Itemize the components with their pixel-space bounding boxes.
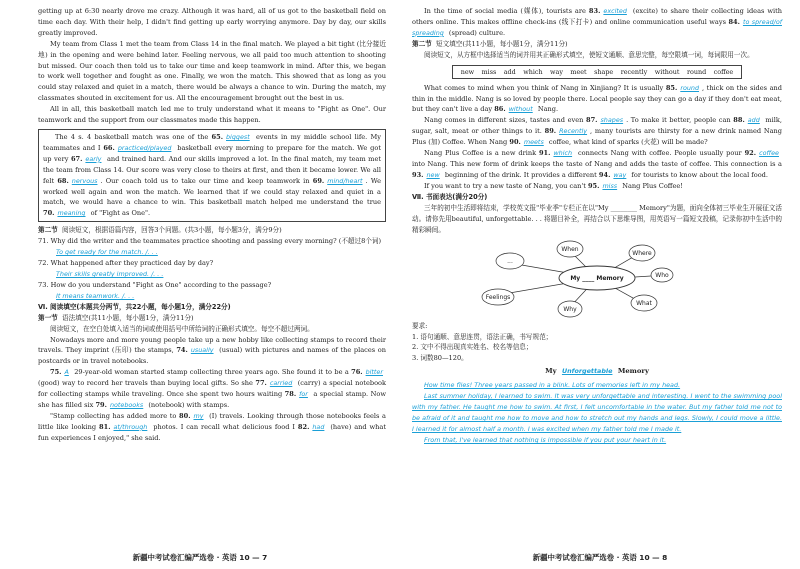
cloze-para-3: Nang Plus Coffee is a new drink 91. which connects Nang with coffee. People usually pour 92. coffee into Nang. This new form of drink keeps the taste of Nang and adds the taste of coffee. This connection is a 93. new beginning of the drink. It provides a different 94. way for tourists to know about the local food.	[412, 149, 782, 179]
answer-68: nervous	[71, 176, 98, 185]
essay-title-answer: Unforgettable	[561, 367, 613, 376]
question-71: 71. Why did the writer and the teammates practice shooting and passing every morning? (不超过8个词)	[38, 237, 382, 246]
answer-70: meaning	[57, 209, 86, 218]
grammar-para-3: "Stamp collecting has added more to 80. my (I) travels. Looking through those notebooks feels a little like looking 81. at/through photos. I can recall what delicious food I 82. had (have) and what fun experiences I enjoyed," she said.	[38, 411, 386, 442]
mind-map	[412, 237, 782, 319]
requirement-2: 2. 文中不得出现真实姓名、校名等信息；	[412, 343, 533, 352]
answer-95: miss	[602, 181, 618, 190]
section-7-heading: Ⅶ. 书面表达(满分20分)	[412, 192, 488, 201]
answer-65: biggest	[226, 132, 250, 141]
right-page	[400, 0, 800, 569]
passage-para-3: All in all, this basketball match led me to truly understand what it means to "Fight as One". Our teamwork and the support from our classmates made this happen.	[38, 105, 386, 125]
essay-para-1: How time flies! Three years passed in a blink. Lots of memories left in my head.	[424, 381, 681, 390]
answer-67: early	[85, 154, 102, 163]
summary-box	[38, 129, 386, 222]
passage-para-2: My team from Class 1 met the team from Class 14 in the final match. We played a bit tight (比分接近地) in the opening and were behind later. Feeling nervous, we all paid too much attention to shooting but missed. Our coach then told us to take our time and keep teamwork in mind. After this, we began to work well together and fought as one. Finally, we won the match. This showed that as long as you could stay relaxed and quiet in a match, there would be always a chance to win. During the match, my classmates shouted in excitement for us. All the encouragement brought out the best in us.	[38, 39, 386, 103]
essay-title: My Unforgettable Memory	[545, 367, 649, 376]
answer-78: for	[299, 390, 308, 399]
section-6-1-heading: 第一节 语法填空(共11小题，每小题1分，满分11分)	[38, 313, 194, 322]
answer-77: carried	[269, 379, 293, 388]
answer-81: at/through	[113, 422, 148, 431]
answer-75: A	[64, 368, 69, 377]
answer-91: which	[553, 149, 573, 158]
mind-map-node-feelings: Feelings	[485, 294, 511, 302]
answer-90: meets	[523, 138, 544, 147]
grammar-para-2: 75. A 29-year-old woman started stamp collecting three years ago. She found it to be a 76. bitter (good) way to record her travels than buying local gifts. So she 77. carried (carry) a special notebook for collecting stamps while traveling. Once she spent two hours waiting 78. for a special stamp. Now she has filled six 79. notebooks (notebook) with stamps.	[38, 368, 387, 409]
word-bank	[452, 65, 742, 79]
requirement-1: 1. 语句通顺、意思连贯，语法正确，书写规范；	[412, 332, 553, 341]
mind-map-node-where: Where	[632, 250, 652, 258]
section-6-heading: Ⅵ. 阅读填空(本题共分两节，共22小题，每小题1分，满分22分)	[38, 302, 231, 311]
passage-para-1: getting up at 6:30 nearly drove me crazy. Although it was hard, all of us got to the basketball field on time each day. With their help, I didn't find getting up early worrying anymore. Day by day, our skills greatly improved.	[38, 7, 386, 37]
answer-84: to spread/of spreading	[412, 17, 782, 37]
cloze-para-2: Nang comes in different sizes, tastes and even 87. shapes . To make it better, people can 88. add milk, sugar, salt, meat or other things to it. 89. Recently , many tourists are thirsty for a new drink named Nang Plus (加) Coffee. When Nang 90. meets coffee, what kind of sparks (火花) will be made?	[412, 116, 782, 147]
grammar-para-4: In the time of social media (媒体), tourists are 83. excited (excite) to share their collecting ideas with others online. This makes offline check-ins (线下打卡) and online communication useful ways 84. to spread/of spreading (spread) culture.	[412, 7, 783, 37]
answer-80: my	[193, 411, 204, 420]
requirements-title: 要求:	[412, 322, 428, 331]
answer-94: way	[613, 170, 627, 179]
word-bank-item: coffee	[713, 67, 734, 76]
section-2-right-heading: 第二节 短文填空(共11小题，每小题1分，满分11分)	[412, 39, 568, 48]
grammar-para-1: Nowadays more and more young people take up a new hobby like collecting stamps to record their travels. They imprint (压印) the stamps, 74. usually (usual) with pictures and names of the places on postcards or in travel notebooks.	[38, 335, 386, 366]
essay-para-2: Last summer holiday, I learned to swim. It was very unforgettable and interesting. I went to the swimming pool with my father. He taught me how to swim. At first, I felt uncomfortable in the water. But my father told me not to be afraid of it and taught me how to move and how to stretch out my hands and legs. Slowly, I could move a little. I learned it for almost half a month. I was excited when my father told me I made it.	[412, 392, 782, 433]
word-bank-item: meet	[570, 67, 587, 76]
mind-map-node-when: When	[561, 246, 579, 254]
cloze-para-4: If you want to try a new taste of Nang, you can't 95. miss Nang Plus Coffee!	[424, 181, 683, 190]
answer-87: shapes	[600, 116, 624, 125]
mind-map-node-what: What	[636, 300, 652, 308]
answer-66: practiced/played	[117, 143, 172, 152]
question-73: 73. How do you understand "Fight as One" according to the passage?	[38, 280, 272, 289]
word-bank-item: miss	[481, 67, 497, 76]
section-2-right-instruction: 阅读短文，从方框中选择适当的词并用其正确形式填空，使短文通顺、意思完整，每空限填一词，每词限用一次。	[424, 50, 754, 59]
word-bank-item: new	[460, 67, 475, 76]
answer-82: had	[312, 422, 325, 431]
mind-map-center: My ____ Memory	[570, 275, 624, 283]
answer-89: Recently	[559, 127, 588, 136]
question-72: 72. What happened after they practiced day by day?	[38, 259, 214, 268]
answer-92: coffee	[759, 149, 779, 158]
word-bank-item: recently	[620, 67, 648, 76]
mind-map-diagram	[412, 237, 782, 319]
answer-85: round	[680, 83, 700, 92]
answer-71: To get ready for the match. /. . .	[56, 248, 158, 257]
answer-69: mind/heart	[327, 176, 363, 185]
answer-93: new	[426, 170, 440, 179]
mind-map-node-why: Why	[563, 306, 577, 314]
answer-88: add	[747, 116, 760, 125]
section-7-instruction: 三年的初中生活即将结束，学校英文报"毕业季"专栏正在以"My ________ Memory"为题，面向全体初三毕业生开展征文活动。请你先用beautiful, unforgettable. . . 将题目补全，再结合以下思维导图，用英语写一篇短文投稿，记录你初中生活中的精彩瞬间。	[412, 203, 782, 234]
requirement-3: 3. 词数80—120。	[412, 353, 468, 362]
word-bank-item: without	[654, 67, 680, 76]
summary-text: The 4 s. 4 basketball match was one of the 65. biggest events in my middle school life. My teammates and I 66. practiced/played basketball every morning to prepare for the match. We got up very 67. early and trained hard. And our skills improved a lot. In the final match, my team met the team from Class 14. Our score was very close to theirs at first, and then it became lower. We all felt 68. nervous . Our coach told us to take our time and keep teamwork in 69. mind/heart . We worked well again and won the match. We learned that if we could stay relaxed and quiet in a match, we would have a chance to win. This basketball match helped me understand the true 70. meaning of "Fight as One".	[43, 132, 381, 218]
section-6-1-instruction: 阅读短文，在空白处填入适当的词或使用括号中所给词的正确形式填空。每空不超过两词。	[50, 324, 314, 333]
page-footer-left: 新疆中考试卷汇编严选卷 · 英语 10 — 7	[132, 553, 268, 562]
answer-86: without	[508, 105, 533, 114]
word-bank-item: shape	[594, 67, 614, 76]
mind-map-node-who: Who	[655, 272, 669, 280]
page-footer-right: 新疆中考试卷汇编严选卷 · 英语 10 — 8	[532, 553, 668, 562]
answer-74: usually	[190, 346, 214, 355]
cloze-para-1: What comes to mind when you think of Nang in Xinjiang? It is usually 85. round , thick on the sides and thin in the middle. Nang is so loved by people there. Local people say they can go a day if they don't eat meat, but they can't live a day 86. without Nang.	[412, 83, 782, 114]
answer-72: Their skills greatly improved. /. . .	[56, 269, 164, 278]
word-bank-item: add	[503, 67, 516, 76]
answer-79: notebooks	[109, 401, 144, 409]
answer-76: bitter	[365, 368, 383, 377]
section-2-heading: 第二节 阅读短文，根据语篇内容，回答3个问题。(共3小题，每小题3分，满分9分)	[38, 226, 282, 235]
word-bank-item: which	[523, 67, 543, 76]
mind-map-node-etc: ...	[507, 258, 513, 266]
answer-83: excited	[603, 7, 627, 15]
essay-para-3: From that, I've learned that nothing is impossible if you put your heart in it.	[424, 435, 667, 444]
word-bank-item: way	[550, 67, 563, 76]
word-bank-item: round	[686, 67, 707, 76]
answer-73: It means teamwork. /. . .	[56, 291, 135, 300]
